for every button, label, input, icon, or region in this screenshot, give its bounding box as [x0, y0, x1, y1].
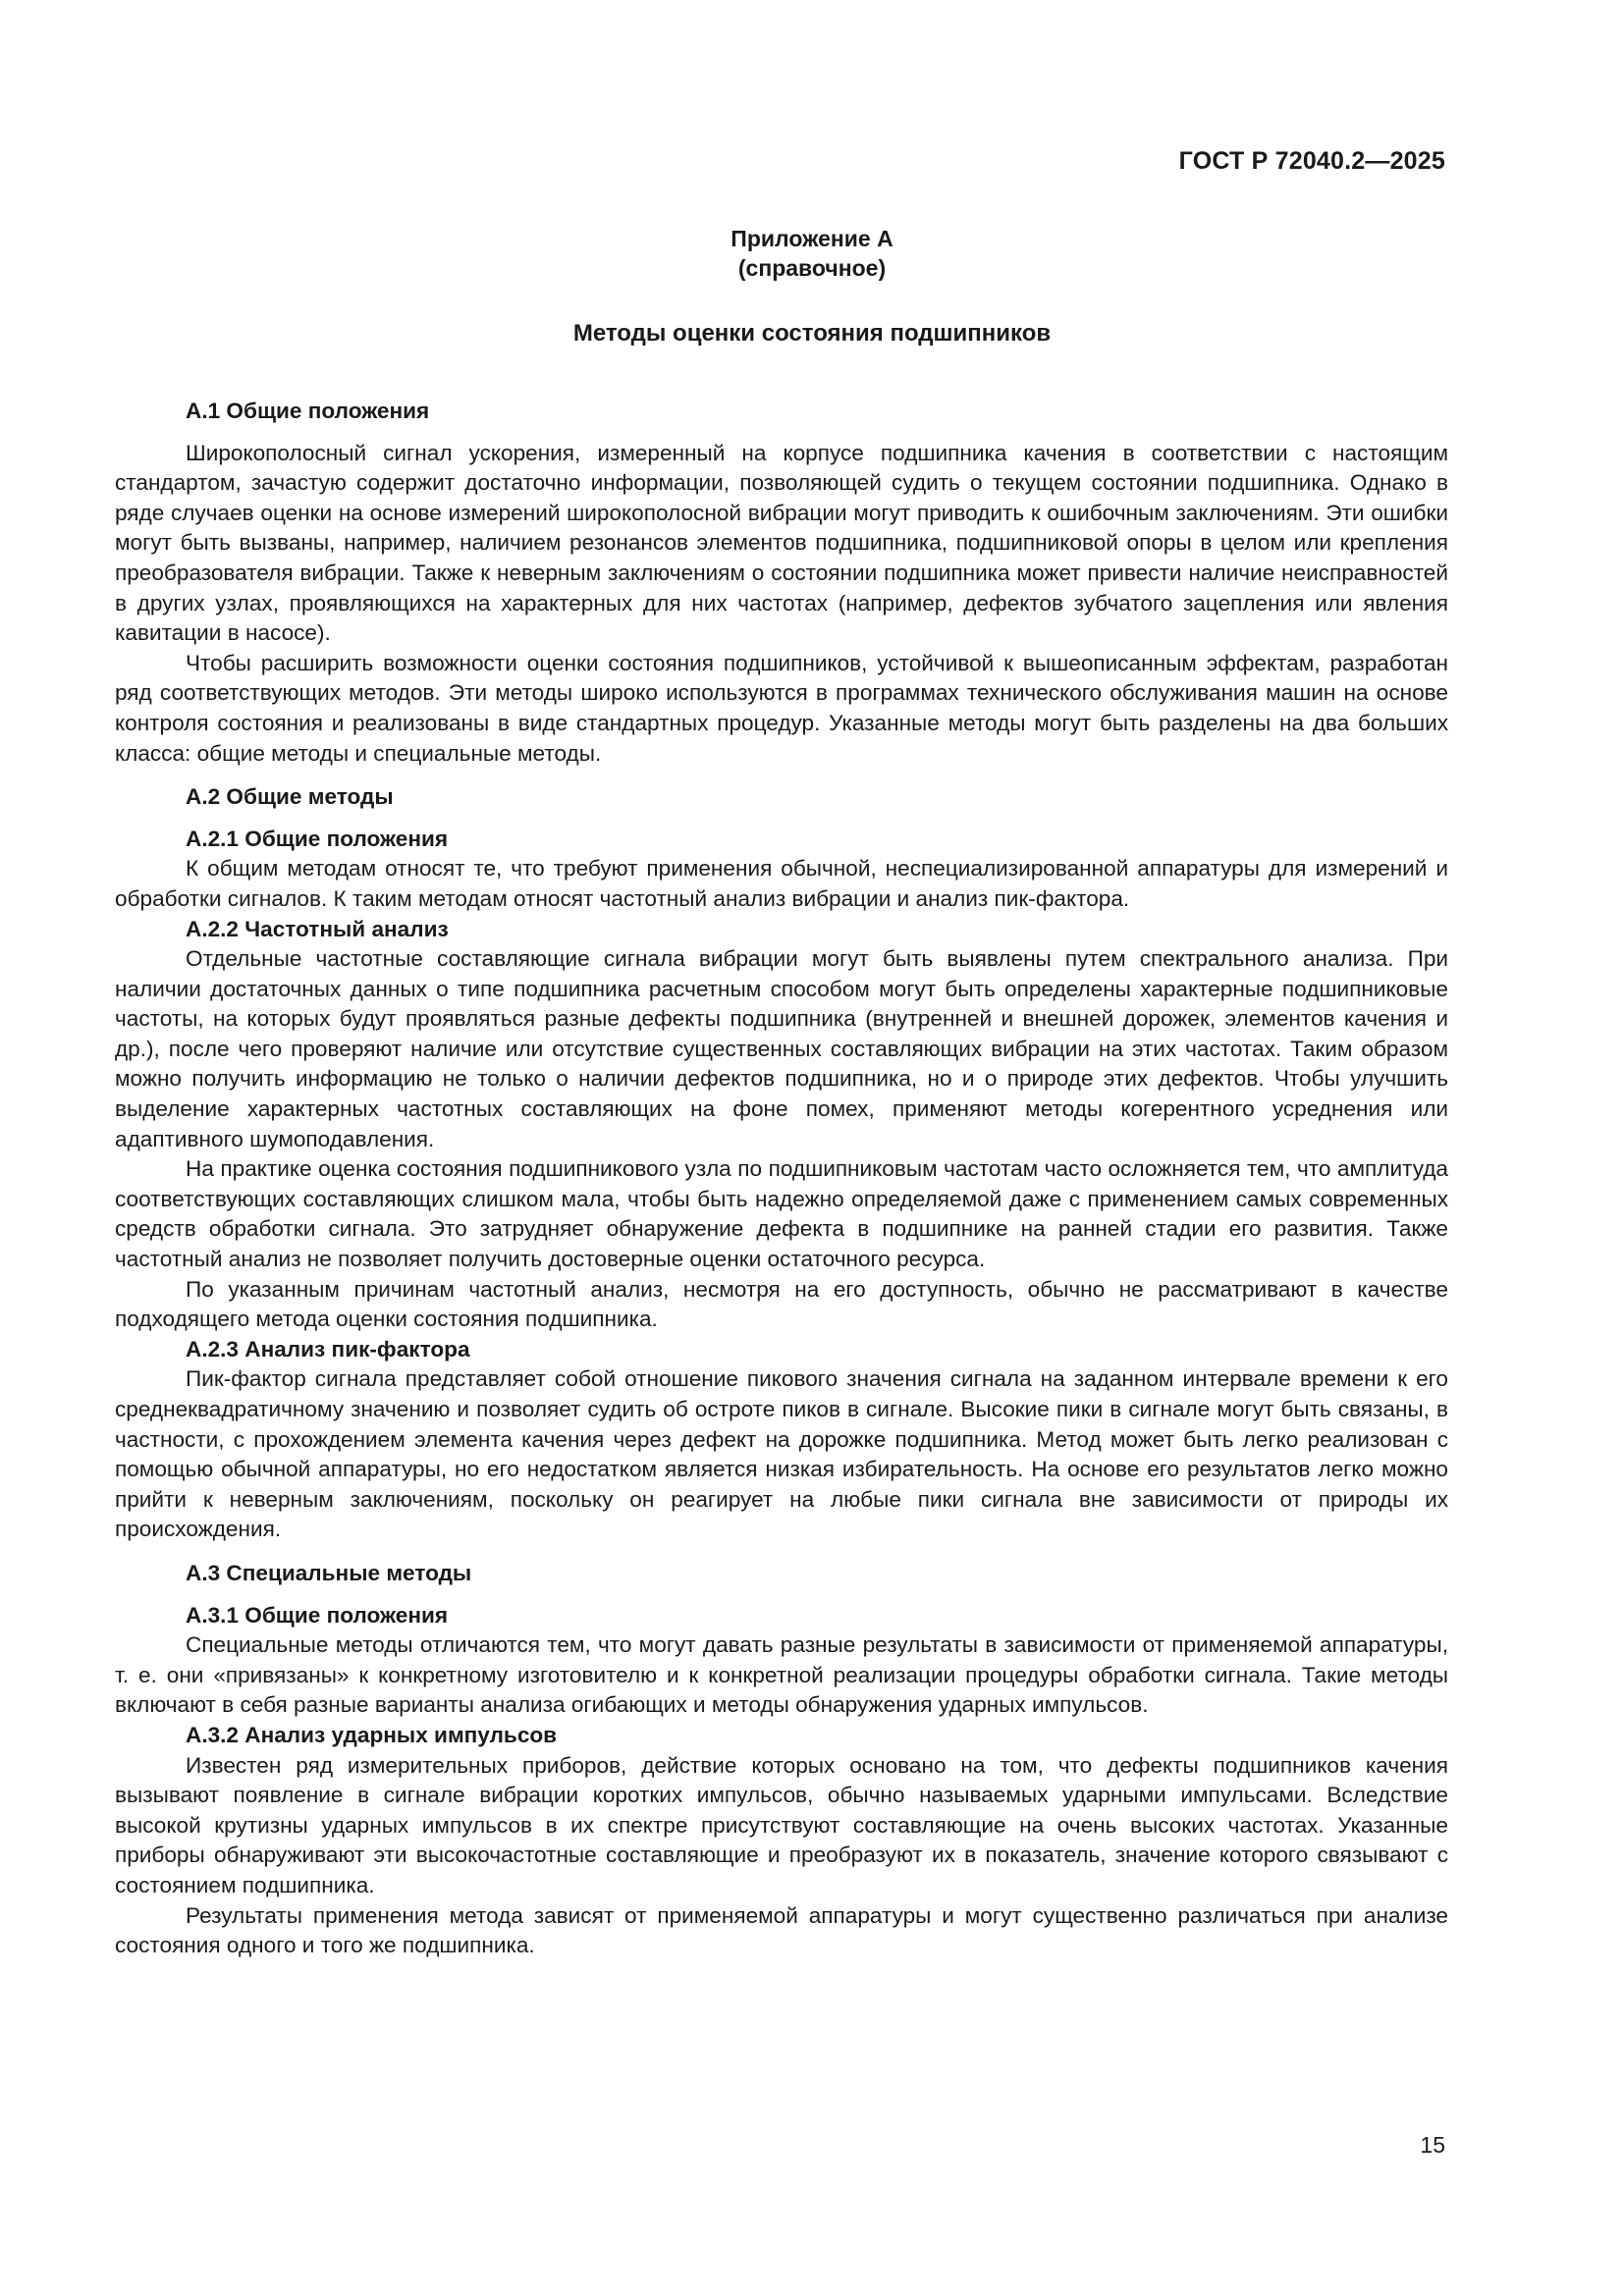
paragraph: Известен ряд измерительных приборов, действие которых основано на том, что дефекты подшипников качения вызывают появление в сигнале вибрации коротких импульсов, обычно называемых ударными импульсами. Вследствие высокой крутизны ударных импульсов в их спектре присутствуют составляющие на очень высоких частотах. Указанные приборы обнаруживают эти высокочастотные составляющие и преобразуют их в показатель, значение которого связывают с состоянием подшипника. [115, 1752, 1448, 1897]
paragraph: По указанным причинам частотный анализ, несмотря на его доступность, обычно не рассматривают в качестве подходящего метода оценки состояния подшипника. [115, 1276, 1448, 1332]
paragraph: Специальные методы отличаются тем, что могут давать разные результаты в зависимости от применяемой аппаратуры, т. е. они «привязаны» к конкретному изготовителю и к конкретной реализации процедуры обработки сигнала. Такие методы включают в себя разные варианты анализа огибающих и методы обнаружения ударных импульсов. [115, 1632, 1448, 1718]
annex-type: (справочное) [737, 255, 887, 281]
paragraph: Чтобы расширить возможности оценки состояния подшипников, устойчивой к вышеописанным эффектам, разработан ряд соответствующих методов. Эти методы широко используются в программах технического обслуживания машин на основе контроля состояния и реализованы в виде стандартных процедур. Указанные методы могут быть разделены на два больших класса: общие методы и специальные методы. [115, 650, 1448, 766]
section-a23-heading: А.2.3 Анализ пик-фактора [186, 1336, 470, 1362]
paragraph: Отдельные частотные составляющие сигнала вибрации могут быть выявлены путем спектрального анализа. При наличии достаточных данных о типе подшипника расчетным способом могут быть определены характерные подшипниковые частоты, на которых будут проявляться разные дефекты подшипника (внутренней и внешней дорожек, элементов качения и др.), после чего проверяют наличие или отсутствие существенных составляющих вибрации на этих частотах. Таким образом можно получить информацию не только о наличии дефектов подшипника, но и о природе этих дефектов. Чтобы улучшить выделение характерных частотных составляющих на фоне помех, применяют методы когерентного усреднения или адаптивного шумоподавления. [115, 946, 1448, 1151]
section-a32-heading: А.3.2 Анализ ударных импульсов [186, 1722, 558, 1747]
paragraph: К общим методам относят те, что требуют применения обычной, неспециализированной аппаратуры для измерений и обработки сигналов. К таким методам относят частотный анализ вибрации и анализ пик-фактора. [115, 856, 1448, 911]
section-a1-heading: А.1 Общие положения [186, 399, 430, 423]
section-a3-heading: А.3 Специальные методы [186, 1560, 472, 1585]
paragraph: Пик-фактор сигнала представляет собой отношение пикового значения сигнала на заданном интервале времени к его среднеквадратичному значению и позволяет судить об остроте пиков в сигнале. Высокие пики в сигнале могут быть связаны, в частности, с прохождением элемента качения через дефект на дорожке подшипника. Метод может быть легко реализован с помощью обычной аппаратуры, но его недостатком является низкая избирательность. На основе его результатов легко можно прийти к неверным заключениям, поскольку он реагирует на любые пики сигнала вне зависимости от природы их происхождения. [115, 1366, 1448, 1542]
document-body [115, 397, 1448, 1961]
section-a2-heading: А.2 Общие методы [186, 784, 394, 810]
section-a21-heading: А.2.1 Общие положения [186, 826, 449, 851]
standard-code: ГОСТ Р 72040.2—2025 [1178, 147, 1445, 175]
section-a22-heading: А.2.2 Частотный анализ [186, 916, 449, 941]
section-a31-heading: А.3.1 Общие положения [186, 1602, 449, 1628]
annex-label: Приложение А [731, 226, 893, 251]
paragraph: Широкополосный сигнал ускорения, измеренный на корпусе подшипника качения в соответствии с настоящим стандартом, зачастую содержит достаточно информации, позволяющей судить о текущем состоянии подшипника. Однако в ряде случаев оценки на основе измерений широкополосной вибрации могут приводить к ошибочным заключениям. Эти ошибки могут быть вызваны, например, наличием резонансов элементов подшипника, подшипниковой опоры в целом или крепления преобразователя вибрации. Также к неверным заключениям о состоянии подшипника может привести наличие неисправностей в других узлах, проявляющихся на характерных для них частотах (например, дефектов зубчатого зацепления или явления кавитации в насосе). [115, 440, 1448, 646]
paragraph: Результаты применения метода зависят от применяемой аппаратуры и могут существенно различаться при анализе состояния одного и того же подшипника. [115, 1902, 1448, 1958]
paragraph: На практике оценка состояния подшипникового узла по подшипниковым частотам часто осложняется тем, что амплитуда соответствующих составляющих слишком мала, чтобы быть надежно определяемой даже с применением самых современных средств обработки сигнала. Это затрудняет обнаружение дефекта в подшипнике на ранней стадии его развития. Также частотный анализ не позволяет получить достоверные оценки остаточного ресурса. [115, 1156, 1448, 1272]
annex-heading [0, 224, 1624, 283]
page-number: 15 [1420, 2132, 1445, 2158]
annex-title: Методы оценки состояния подшипников [572, 320, 1052, 347]
